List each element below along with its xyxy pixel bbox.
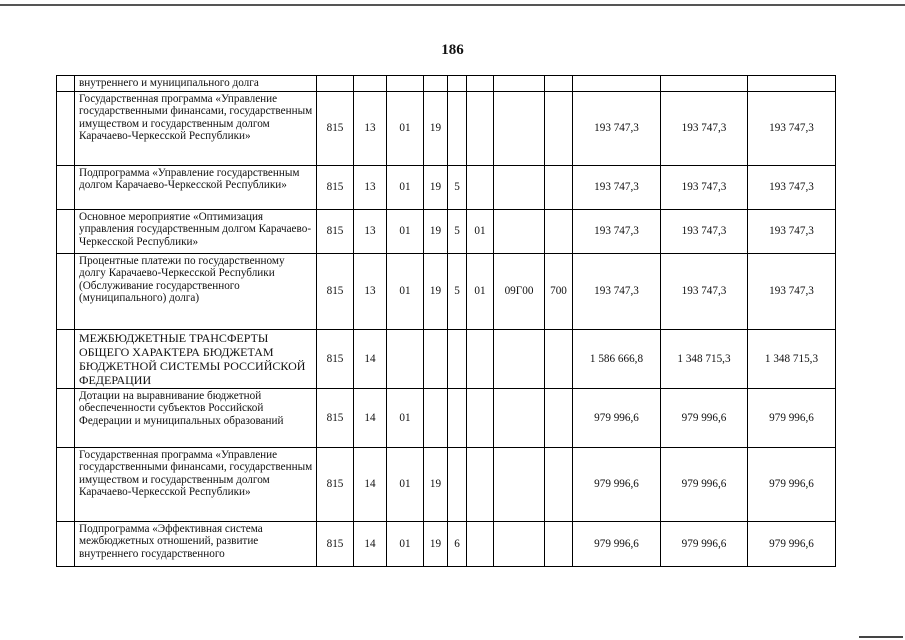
- vr-code: [545, 389, 573, 448]
- amount-year-1: 979 996,6: [573, 389, 661, 448]
- row-name: Государственная программа «Управление государственными финансами, государственным имуществом и государственным долгом Карачаево-Черкесской Республики»: [75, 92, 317, 166]
- row-name: МЕЖБЮДЖЕТНЫЕ ТРАНСФЕРТЫ ОБЩЕГО ХАРАКТЕРА БЮДЖЕТАМ БЮДЖЕТНОЙ СИСТЕМЫ РОССИЙСКОЙ ФЕДЕРАЦИИ: [75, 330, 317, 389]
- amount-year-3: 979 996,6: [748, 448, 836, 522]
- pr-code: [387, 330, 424, 389]
- vr-code: [545, 448, 573, 522]
- rz-code: [354, 76, 387, 92]
- blank-cell: [57, 210, 75, 254]
- amount-year-3: 979 996,6: [748, 389, 836, 448]
- row-name: Государственная программа «Управление государственными финансами, государственным имуществом и государственным долгом Карачаево-Черкесской Республики»: [75, 448, 317, 522]
- table-row: [57, 389, 836, 448]
- table-row: [57, 76, 836, 92]
- cs-event: [467, 330, 494, 389]
- blank-cell: [57, 254, 75, 330]
- blank-cell: [57, 330, 75, 389]
- amount-year-3: 193 747,3: [748, 254, 836, 330]
- cs-program: 19: [424, 92, 448, 166]
- cs-direction: [494, 92, 545, 166]
- rz-code: 14: [354, 389, 387, 448]
- rz-code: 13: [354, 254, 387, 330]
- amount-year-2: 193 747,3: [661, 254, 748, 330]
- blank-cell: [57, 76, 75, 92]
- gr-code: [317, 76, 354, 92]
- pr-code: 01: [387, 522, 424, 567]
- cs-program: 19: [424, 254, 448, 330]
- cs-program: 19: [424, 522, 448, 567]
- cs-event: [467, 92, 494, 166]
- amount-year-3: [748, 76, 836, 92]
- scan-top-border: [0, 4, 905, 6]
- rz-code: 13: [354, 210, 387, 254]
- row-name: Процентные платежи по государственному долгу Карачаево-Черкесской Республики (Обслуживание государственного (муниципального) долга): [75, 254, 317, 330]
- cs-direction: [494, 210, 545, 254]
- vr-code: [545, 76, 573, 92]
- amount-year-2: 979 996,6: [661, 448, 748, 522]
- cs-direction: [494, 522, 545, 567]
- amount-year-3: 193 747,3: [748, 92, 836, 166]
- blank-cell: [57, 166, 75, 210]
- gr-code: 815: [317, 330, 354, 389]
- cs-subprogram: [448, 448, 467, 522]
- pr-code: 01: [387, 254, 424, 330]
- vr-code: [545, 166, 573, 210]
- cs-program: [424, 76, 448, 92]
- vr-code: [545, 330, 573, 389]
- pr-code: 01: [387, 92, 424, 166]
- cs-direction: 09Г00: [494, 254, 545, 330]
- cs-subprogram: [448, 330, 467, 389]
- cs-subprogram: 5: [448, 166, 467, 210]
- gr-code: 815: [317, 522, 354, 567]
- cs-program: [424, 389, 448, 448]
- cs-event: 01: [467, 210, 494, 254]
- cs-program: 19: [424, 210, 448, 254]
- cs-subprogram: 5: [448, 210, 467, 254]
- vr-code: [545, 522, 573, 567]
- amount-year-1: 979 996,6: [573, 448, 661, 522]
- cs-program: [424, 330, 448, 389]
- rz-code: 14: [354, 448, 387, 522]
- pr-code: 01: [387, 389, 424, 448]
- table-row: [57, 92, 836, 166]
- table-row: [57, 522, 836, 567]
- cs-program: 19: [424, 448, 448, 522]
- amount-year-1: 193 747,3: [573, 92, 661, 166]
- amount-year-3: 193 747,3: [748, 166, 836, 210]
- blank-cell: [57, 389, 75, 448]
- cs-direction: [494, 448, 545, 522]
- row-name: Дотации на выравнивание бюджетной обеспеченности субъектов Российской Федерации и муниципальных образований: [75, 389, 317, 448]
- row-name: Подпрограмма «Эффективная система межбюджетных отношений, развитие внутреннего государственного: [75, 522, 317, 567]
- cs-subprogram: [448, 76, 467, 92]
- table-row: [57, 330, 836, 389]
- amount-year-2: 1 348 715,3: [661, 330, 748, 389]
- amount-year-1: 1 586 666,8: [573, 330, 661, 389]
- cs-program: 19: [424, 166, 448, 210]
- cs-event: 01: [467, 254, 494, 330]
- amount-year-2: 979 996,6: [661, 522, 748, 567]
- row-name: внутреннего и муниципального долга: [75, 76, 317, 92]
- vr-code: 700: [545, 254, 573, 330]
- pr-code: 01: [387, 210, 424, 254]
- table-row: [57, 448, 836, 522]
- table-row: [57, 254, 836, 330]
- cs-event: [467, 389, 494, 448]
- pr-code: 01: [387, 448, 424, 522]
- vr-code: [545, 92, 573, 166]
- amount-year-2: 193 747,3: [661, 210, 748, 254]
- pr-code: 01: [387, 166, 424, 210]
- gr-code: 815: [317, 389, 354, 448]
- amount-year-2: 193 747,3: [661, 92, 748, 166]
- blank-cell: [57, 448, 75, 522]
- cs-event: [467, 522, 494, 567]
- rz-code: 14: [354, 330, 387, 389]
- amount-year-1: 193 747,3: [573, 254, 661, 330]
- amount-year-1: [573, 76, 661, 92]
- amount-year-2: [661, 76, 748, 92]
- gr-code: 815: [317, 448, 354, 522]
- row-name: Основное мероприятие «Оптимизация управления государственным долгом Карачаево-Черкесской Республики»: [75, 210, 317, 254]
- pr-code: [387, 76, 424, 92]
- cs-event: [467, 448, 494, 522]
- rz-code: 14: [354, 522, 387, 567]
- cs-subprogram: [448, 92, 467, 166]
- cs-subprogram: 5: [448, 254, 467, 330]
- gr-code: 815: [317, 92, 354, 166]
- amount-year-2: 979 996,6: [661, 389, 748, 448]
- rz-code: 13: [354, 92, 387, 166]
- amount-year-3: 193 747,3: [748, 210, 836, 254]
- vr-code: [545, 210, 573, 254]
- blank-cell: [57, 522, 75, 567]
- amount-year-3: 979 996,6: [748, 522, 836, 567]
- cs-direction: [494, 330, 545, 389]
- table-row: [57, 210, 836, 254]
- amount-year-3: 1 348 715,3: [748, 330, 836, 389]
- scan-corner-mark: [859, 630, 903, 638]
- page-number: 186: [441, 42, 464, 58]
- cs-direction: [494, 76, 545, 92]
- row-name: Подпрограмма «Управление государственным долгом Карачаево-Черкесской Республики»: [75, 166, 317, 210]
- amount-year-2: 193 747,3: [661, 166, 748, 210]
- gr-code: 815: [317, 210, 354, 254]
- cs-event: [467, 166, 494, 210]
- cs-direction: [494, 166, 545, 210]
- cs-subprogram: 6: [448, 522, 467, 567]
- cs-direction: [494, 389, 545, 448]
- blank-cell: [57, 92, 75, 166]
- amount-year-1: 193 747,3: [573, 166, 661, 210]
- gr-code: 815: [317, 254, 354, 330]
- cs-subprogram: [448, 389, 467, 448]
- budget-table: [56, 75, 836, 567]
- table-row: [57, 166, 836, 210]
- gr-code: 815: [317, 166, 354, 210]
- cs-event: [467, 76, 494, 92]
- amount-year-1: 979 996,6: [573, 522, 661, 567]
- amount-year-1: 193 747,3: [573, 210, 661, 254]
- rz-code: 13: [354, 166, 387, 210]
